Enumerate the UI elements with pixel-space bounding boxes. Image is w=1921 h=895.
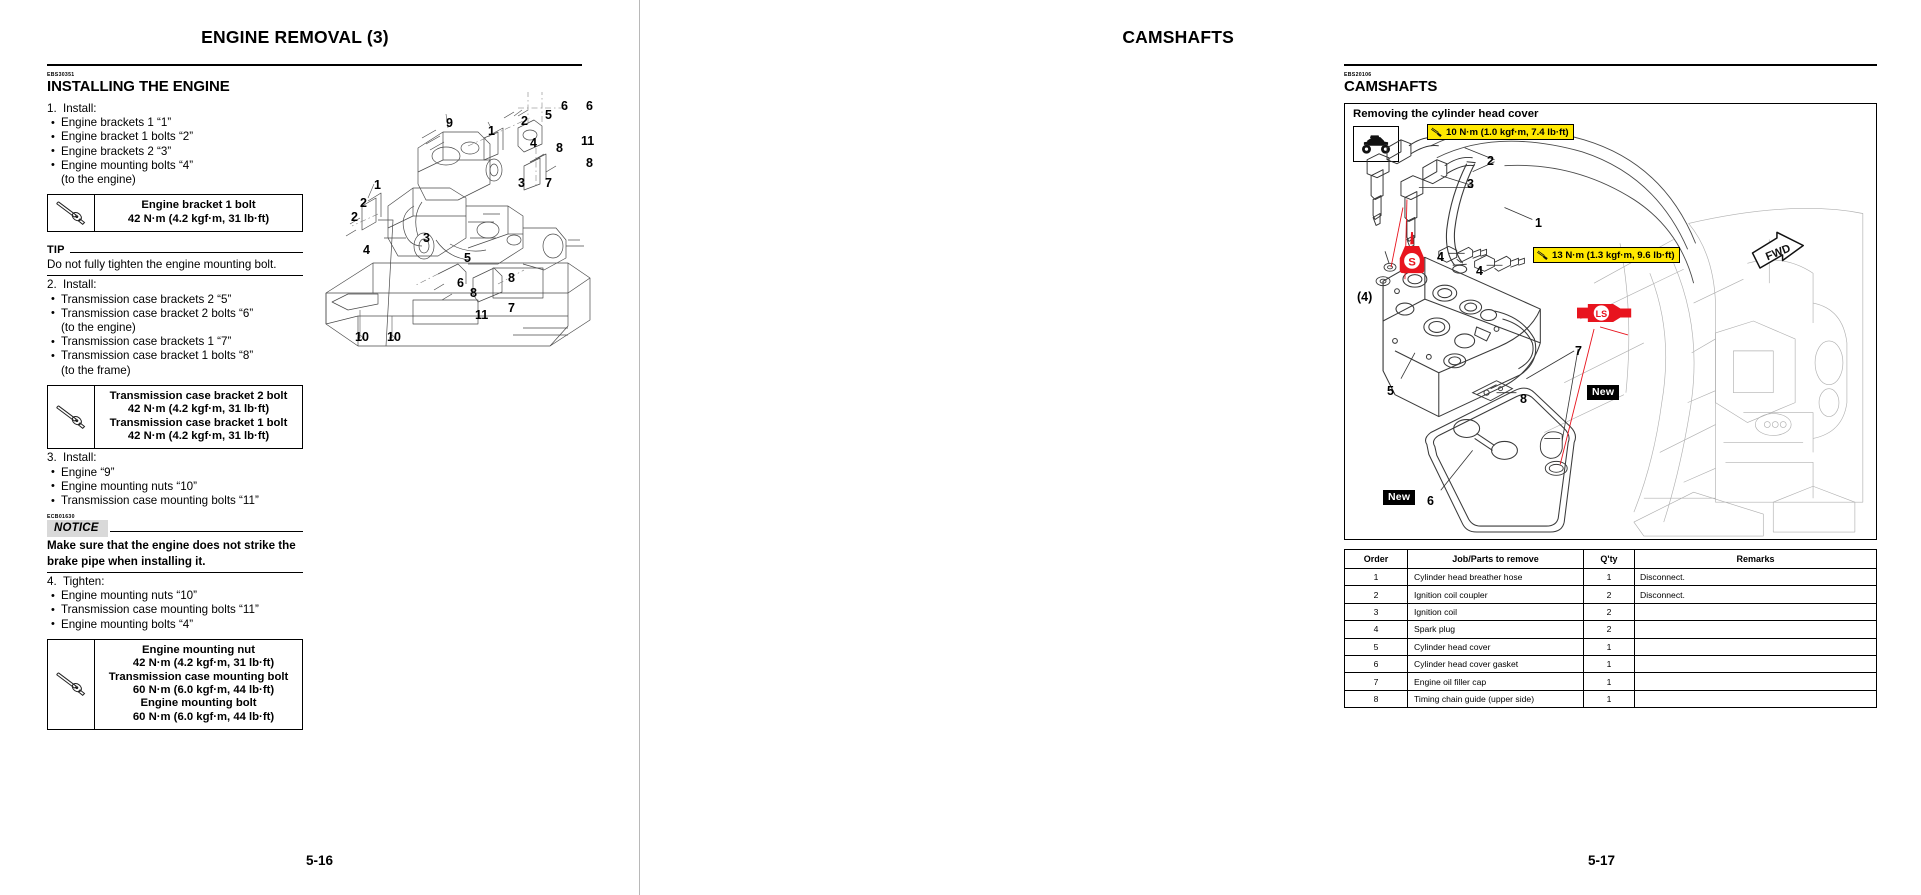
diagram-callout: 11 <box>581 134 595 148</box>
table-row <box>1345 603 1877 620</box>
diagram-callout: 5 <box>545 108 552 122</box>
column-header-order: Order <box>1345 550 1408 569</box>
step-1-item: • Engine brackets 2 “3” <box>47 145 303 159</box>
table-row <box>1345 586 1877 603</box>
torque-wrench-icon <box>48 195 95 231</box>
cell-order: 7 <box>1345 673 1408 690</box>
cell-part: Timing chain guide (upper side) <box>1408 690 1584 707</box>
column-header-part: Job/Parts to remove <box>1408 550 1584 569</box>
lithium-soap-grease-symbol <box>1577 302 1633 329</box>
step-3-verb: Install: <box>63 451 97 465</box>
torque-tag-2 <box>1533 247 1680 263</box>
table-body <box>1345 569 1877 708</box>
cell-order: 3 <box>1345 603 1408 620</box>
right-header-rule <box>1344 64 1877 66</box>
notice-header <box>47 520 303 536</box>
left-header-rule <box>47 64 582 66</box>
atv-icon <box>1353 126 1399 162</box>
step-2-note-1: (to the engine) <box>61 321 136 335</box>
diagram-callout: 4 <box>363 243 370 257</box>
step-3-item: • Engine mounting nuts “10” <box>47 480 303 494</box>
svg-text:FWD: FWD <box>1764 242 1793 264</box>
step-1-note: (to the engine) <box>61 173 136 187</box>
cell-qty: 2 <box>1584 621 1635 638</box>
fwd-arrow-icon <box>1745 232 1807 279</box>
torque-tag-2-text: 13 N·m (1.3 kgf·m, 9.6 lb·ft) <box>1552 249 1675 261</box>
new-part-tag: New <box>1587 385 1619 400</box>
diagram-callout: 2 <box>351 210 358 224</box>
diagram-callout: 7 <box>1575 344 1582 358</box>
torque-wrench-icon <box>1536 250 1549 261</box>
diagram-callout: 3 <box>423 231 430 245</box>
torque-spec-box-1 <box>47 194 303 232</box>
diagram-callout: 2 <box>521 114 528 128</box>
cell-qty: 2 <box>1584 603 1635 620</box>
cell-remarks <box>1635 655 1877 672</box>
diagram-callout: 6 <box>1427 494 1434 508</box>
notice-code: ECB01630 <box>47 514 75 521</box>
step-3 <box>47 451 303 465</box>
diagram-callout: 3 <box>518 176 525 190</box>
cell-order: 8 <box>1345 690 1408 707</box>
step-3-item: • Transmission case mounting bolts “11” <box>47 494 303 508</box>
tip-bottom-rule <box>47 275 303 276</box>
torque-tag-1 <box>1427 124 1574 140</box>
table-row <box>1345 673 1877 690</box>
left-section-code: EBS30351 <box>47 72 75 78</box>
diagram-callout: (4) <box>1357 290 1373 304</box>
cell-remarks: Disconnect. <box>1635 586 1877 603</box>
left-section-title: INSTALLING THE ENGINE <box>47 78 230 95</box>
torque-3-line2: 42 N·m (4.2 kgf·m, 31 lb·ft) <box>132 657 275 670</box>
cell-part: Ignition coil <box>1408 603 1584 620</box>
svg-text:S: S <box>1408 256 1416 269</box>
diagram-callout: 1 <box>374 178 381 192</box>
torque-2-line1: Transmission case bracket 2 bolt <box>109 389 288 402</box>
diagram-callout: 10 <box>387 330 401 344</box>
cell-remarks <box>1635 603 1877 620</box>
diagram-callout: 6 <box>561 99 568 113</box>
diagram-callout: 6 <box>457 276 464 290</box>
diagram-callout: 1 <box>488 124 495 138</box>
notice-body-line-1: Make sure that the engine does not strike the <box>47 538 296 552</box>
table-row <box>1345 690 1877 707</box>
left-page-number: 5-16 <box>305 853 334 868</box>
step-1-item: • Engine bracket 1 bolts “2” <box>47 130 303 144</box>
cell-order: 4 <box>1345 621 1408 638</box>
step-1-number: 1. <box>47 102 57 115</box>
step-1-item: • Engine brackets 1 “1” <box>47 116 303 130</box>
notice-badge: NOTICE <box>47 520 108 536</box>
diagram-callout: 8 <box>470 286 477 300</box>
cell-part: Spark plug <box>1408 621 1584 638</box>
step-4-item: • Transmission case mounting bolts “11” <box>47 603 303 617</box>
column-header-qty: Q'ty <box>1584 550 1635 569</box>
step-2-item: • Transmission case brackets 1 “7” <box>47 335 303 349</box>
torque-wrench-icon <box>48 640 95 729</box>
cell-part: Cylinder head cover <box>1408 638 1584 655</box>
table-header-row <box>1345 550 1877 569</box>
engine-oil-symbol <box>1397 232 1427 279</box>
camshaft-removal-panel <box>1344 103 1877 540</box>
diagram-callout: 1 <box>1535 216 1542 230</box>
cell-qty: 1 <box>1584 690 1635 707</box>
torque-2-line2: 42 N·m (4.2 kgf·m, 31 lb·ft) <box>127 403 270 416</box>
diagram-callout: 2 <box>360 196 367 210</box>
step-1-item: • Engine mounting bolts “4” <box>47 159 303 173</box>
step-1 <box>47 102 303 116</box>
diagram-callout: 7 <box>545 176 552 190</box>
torque-3-line5: Engine mounting bolt <box>140 697 257 710</box>
step-2-item: • Transmission case brackets 2 “5” <box>47 293 303 307</box>
tip-block <box>47 243 303 276</box>
tip-rule <box>70 252 303 253</box>
diagram-callout: 4 <box>1437 250 1444 264</box>
notice-bottom-rule <box>47 572 303 573</box>
new-part-tag: New <box>1383 490 1415 505</box>
step-2 <box>47 278 303 292</box>
diagram-callout: 8 <box>586 156 593 170</box>
tip-label: TIP <box>47 244 65 257</box>
cell-order: 2 <box>1345 586 1408 603</box>
cell-qty: 1 <box>1584 673 1635 690</box>
diagram-callout: 7 <box>508 301 515 315</box>
right-running-head: CAMSHAFTS <box>1122 27 1234 47</box>
right-section-code: EBS20106 <box>1344 72 1372 78</box>
torque-spec-box-3-text <box>95 640 302 729</box>
torque-1-line2: 42 N·m (4.2 kgf·m, 31 lb·ft) <box>127 212 270 225</box>
table-row <box>1345 655 1877 672</box>
left-body-column <box>47 100 303 730</box>
torque-3-line3: Transmission case mounting bolt <box>108 670 289 683</box>
cell-qty: 1 <box>1584 655 1635 672</box>
parts-removal-table <box>1344 549 1877 708</box>
diagram-callout: 5 <box>464 251 471 265</box>
page-spine-divider <box>639 0 640 895</box>
tip-body: Do not fully tighten the engine mounting bolt. <box>47 258 277 272</box>
torque-spec-box-3 <box>47 639 303 730</box>
left-page <box>0 0 639 895</box>
cell-order: 1 <box>1345 569 1408 586</box>
torque-wrench-icon <box>1430 127 1443 138</box>
diagram-callout: 6 <box>586 99 593 113</box>
right-section-title: CAMSHAFTS <box>1344 78 1438 95</box>
step-3-number: 3. <box>47 451 57 465</box>
step-4-verb: Tighten: <box>63 574 105 588</box>
tip-header <box>47 243 303 257</box>
cell-remarks: Disconnect. <box>1635 569 1877 586</box>
torque-spec-box-2 <box>47 385 303 450</box>
table-row <box>1345 638 1877 655</box>
diagram-callout: 4 <box>1476 264 1483 278</box>
diagram-callout: 9 <box>446 116 453 130</box>
cell-order: 5 <box>1345 638 1408 655</box>
torque-3-line1: Engine mounting nut <box>142 643 255 656</box>
left-section-heading <box>47 72 317 95</box>
step-2-item: • Transmission case bracket 2 bolts “6” <box>47 307 303 321</box>
cell-order: 6 <box>1345 655 1408 672</box>
torque-spec-box-1-text <box>95 195 302 231</box>
cell-remarks <box>1635 673 1877 690</box>
right-page <box>641 0 1793 895</box>
cell-qty: 1 <box>1584 638 1635 655</box>
step-2-verb: Install: <box>63 278 97 292</box>
step-4 <box>47 575 303 589</box>
notice-body-line-2: brake pipe when installing it. <box>47 554 206 568</box>
step-2-item: • Transmission case bracket 1 bolts “8” <box>47 349 303 363</box>
right-section-heading <box>1344 72 1644 95</box>
torque-2-line4: 42 N·m (4.2 kgf·m, 31 lb·ft) <box>127 430 270 443</box>
cell-remarks <box>1635 621 1877 638</box>
step-2-number: 2. <box>47 278 57 292</box>
cell-part: Cylinder head breather hose <box>1408 569 1584 586</box>
step-4-number: 4. <box>47 574 57 588</box>
torque-wrench-icon <box>48 386 95 449</box>
cell-part: Engine oil filler cap <box>1408 673 1584 690</box>
torque-2-line3: Transmission case bracket 1 bolt <box>109 416 288 429</box>
svg-text:LS: LS <box>1595 309 1608 320</box>
step-4-item: • Engine mounting nuts “10” <box>47 589 303 603</box>
diagram-callout: 2 <box>1487 154 1494 168</box>
table-row <box>1345 569 1877 586</box>
torque-3-line6: 60 N·m (6.0 kgf·m, 44 lb·ft) <box>132 710 275 723</box>
right-page-number: 5-17 <box>1587 853 1616 868</box>
diagram-callout: 8 <box>1520 392 1527 406</box>
torque-3-line4: 60 N·m (6.0 kgf·m, 44 lb·ft) <box>132 683 275 696</box>
torque-spec-box-2-text <box>95 386 302 449</box>
torque-tag-1-text: 10 N·m (1.0 kgf·m, 7.4 lb·ft) <box>1446 126 1569 138</box>
diagram-callout: 8 <box>508 271 515 285</box>
diagram-callout: 10 <box>355 330 369 344</box>
panel-title: Removing the cylinder head cover <box>1353 108 1539 120</box>
cell-remarks <box>1635 638 1877 655</box>
left-running-head: ENGINE REMOVAL (3) <box>201 27 389 47</box>
cell-remarks <box>1635 690 1877 707</box>
notice-block <box>47 514 303 573</box>
step-4-item: • Engine mounting bolts “4” <box>47 618 303 632</box>
step-3-item: • Engine “9” <box>47 466 303 480</box>
cell-part: Ignition coil coupler <box>1408 586 1584 603</box>
cell-part: Cylinder head cover gasket <box>1408 655 1584 672</box>
diagram-callout: 3 <box>1467 177 1474 191</box>
table-row <box>1345 621 1877 638</box>
engine-installation-diagram <box>318 88 598 378</box>
step-2-note-2: (to the frame) <box>61 363 131 377</box>
cell-qty: 1 <box>1584 569 1635 586</box>
column-header-remarks: Remarks <box>1635 550 1877 569</box>
step-1-verb: Install: <box>63 102 97 115</box>
diagram-callout: 11 <box>475 308 489 322</box>
diagram-callout: 8 <box>556 141 563 155</box>
torque-1-line1: Engine bracket 1 bolt <box>141 199 256 212</box>
cell-qty: 2 <box>1584 586 1635 603</box>
notice-rule <box>110 531 303 532</box>
diagram-callout: 4 <box>530 136 537 150</box>
diagram-callout: 5 <box>1387 384 1394 398</box>
